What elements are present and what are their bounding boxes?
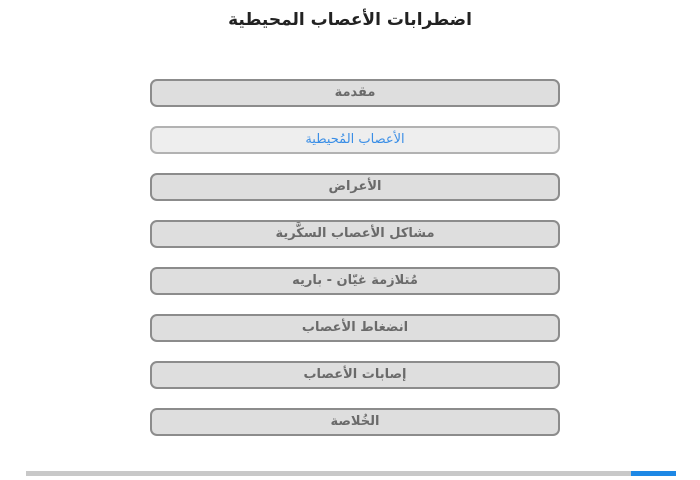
menu-item-guillain-barre[interactable]: مُتلازمة غيّان - باريه [150, 267, 560, 295]
menu-item-summary[interactable]: الخُلاصة [150, 408, 560, 436]
menu-item-peripheral-nerves[interactable]: الأعصاب المُحيطية [150, 126, 560, 154]
menu-item-symptoms[interactable]: الأعراض [150, 173, 560, 201]
menu-item-nerve-compression[interactable]: انضغاط الأعصاب [150, 314, 560, 342]
menu-item-nerve-injuries[interactable]: إصابات الأعصاب [150, 361, 560, 389]
page-title: اضطرابات الأعصاب المحيطية [228, 10, 472, 30]
menu-item-diabetic-neuropathy[interactable]: مشاكل الأعصاب السكَّرية [150, 220, 560, 248]
chapter-menu [150, 79, 560, 455]
menu-item-introduction[interactable]: مقدمة [150, 79, 560, 107]
progress-bar [26, 471, 676, 476]
progress-fill [631, 471, 677, 476]
